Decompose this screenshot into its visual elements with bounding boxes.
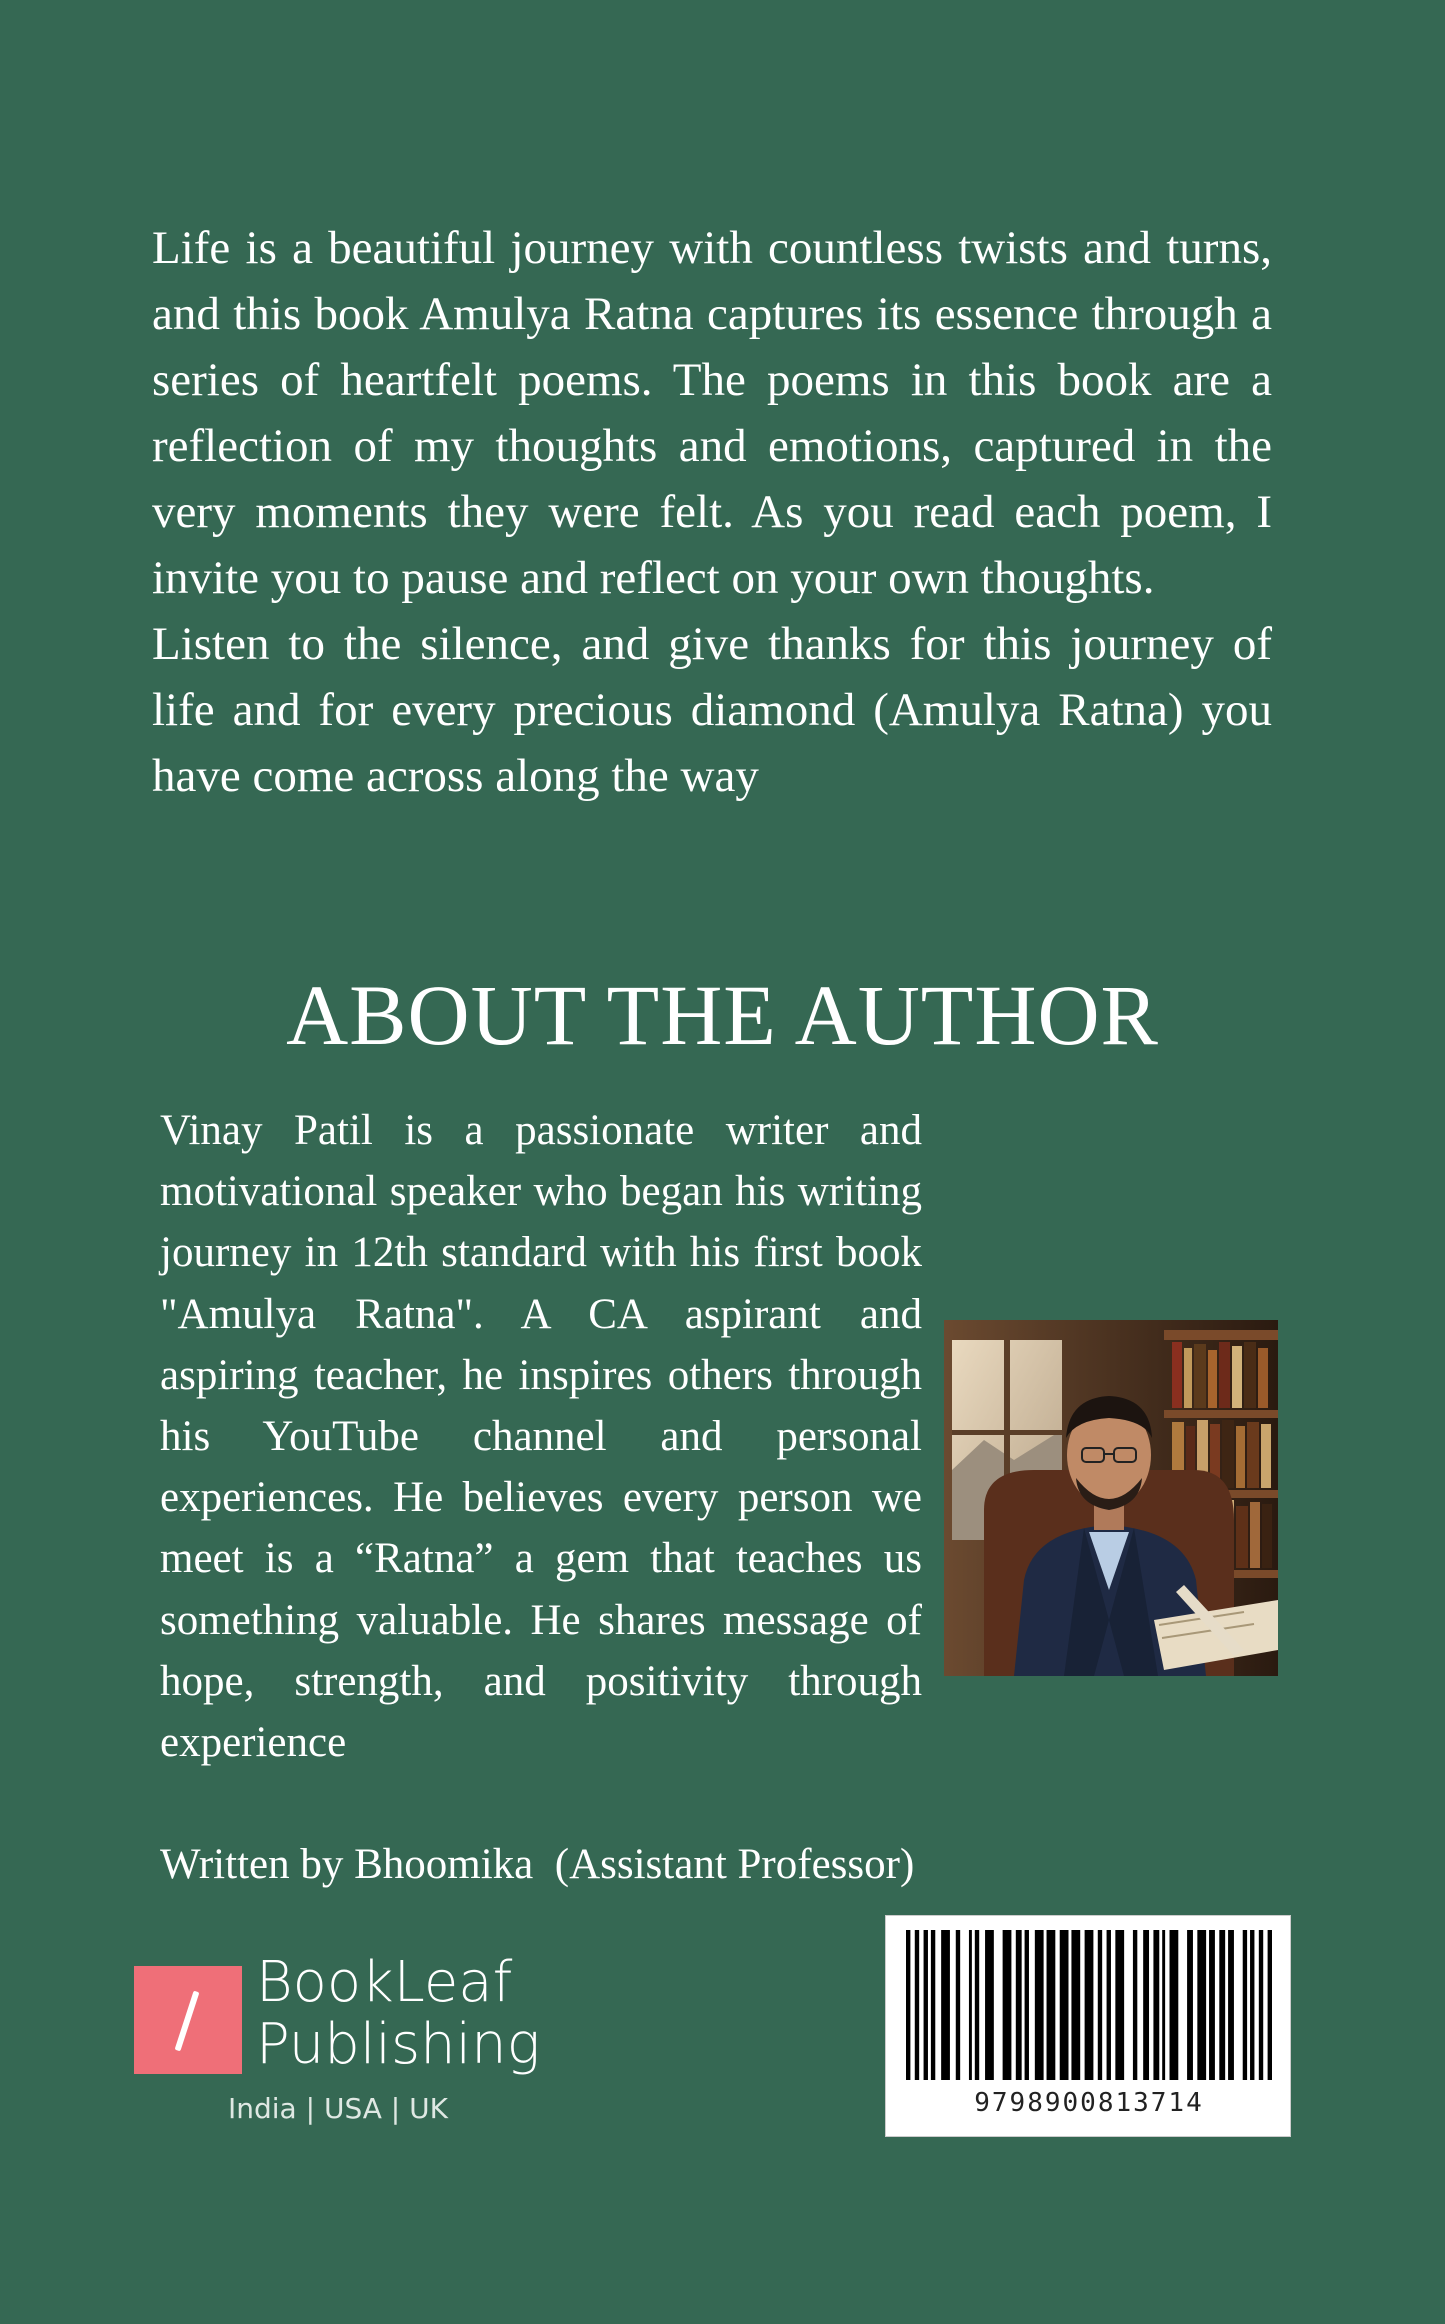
- barcode-bar: [1197, 1930, 1206, 2080]
- barcode-bar: [1016, 1930, 1022, 2080]
- author-bio: Vinay Patil is a passionate writer and motivational speaker who began his writing journey in 12th standard with his first book "Amulya Ratna". A CA aspirant and aspiring teacher, he inspires others through his YouTube channel and personal experiences. He believes every person we meet is a “Ratna” a gem that teaches us something valuable. He shares message of hope, strength, and positivity through experience: [160, 1107, 922, 1767]
- barcode-bar: [915, 1930, 919, 2080]
- barcode-bar: [1035, 1930, 1044, 2080]
- barcode-bar: [969, 1930, 972, 2080]
- barcode-bar: [1107, 1930, 1111, 2080]
- isbn-barcode: [885, 1915, 1291, 2137]
- publisher-logo: [134, 1950, 554, 2138]
- written-by-credit: Written by Bhoomika (Assistant Professor): [160, 1841, 915, 1888]
- barcode-bar: [1133, 1930, 1137, 2080]
- barcode-bar: [1219, 1930, 1225, 2080]
- publisher-mark-icon: [134, 1966, 242, 2074]
- back-cover-blurb: [152, 215, 1272, 809]
- barcode-bar: [1259, 1930, 1263, 2080]
- publisher-regions: India | USA | UK: [228, 2092, 448, 2125]
- barcode-bar: [1098, 1930, 1102, 2080]
- barcode-bar: [1268, 1930, 1272, 2080]
- barcode-bar: [1162, 1930, 1165, 2080]
- about-author-heading: ABOUT THE AUTHOR: [286, 967, 1159, 1063]
- publisher-name-line2: Publishing: [256, 2012, 541, 2077]
- barcode-bar: [1025, 1930, 1029, 2080]
- barcode-bar: [906, 1930, 910, 2080]
- barcode-bar: [1071, 1930, 1080, 2080]
- barcode-bar: [1115, 1930, 1124, 2080]
- publisher-name-line1: BookLeaf: [256, 1950, 513, 2015]
- barcode-bar: [1250, 1930, 1254, 2080]
- barcode-bar: [941, 1930, 950, 2080]
- blurb-paragraph-2: Listen to the silence, and give thanks for this journey of life and for every precious diamond (Amulya Ratna) you have come across along the way: [152, 618, 1272, 802]
- barcode-bar: [1153, 1930, 1159, 2080]
- barcode-bar: [924, 1930, 928, 2080]
- barcode-bar: [1047, 1930, 1056, 2080]
- barcode-bar: [1143, 1930, 1149, 2080]
- isbn-number: 9798900813714: [974, 2088, 1204, 2118]
- blurb-paragraph-1: Life is a beautiful journey with countless twists and turns, and this book Amulya Ratna captures its essence through a series of heartfelt poems. The poems in this book are a reflection of my thoughts and emotions, captured in the very moments they were felt. As you read each poem, I invite you to pause and reflect on your own thoughts.: [152, 222, 1272, 604]
- barcode-bars: [904, 1930, 1274, 2080]
- barcode-bar: [985, 1930, 994, 2080]
- barcode-bar: [1003, 1930, 1012, 2080]
- barcode-bar: [1243, 1930, 1247, 2080]
- publisher-name: [256, 1952, 540, 2076]
- barcode-bar: [1228, 1930, 1234, 2080]
- barcode-bar: [931, 1930, 935, 2080]
- barcode-bar: [956, 1930, 960, 2080]
- barcode-bar: [1085, 1930, 1094, 2080]
- barcode-bar: [1187, 1930, 1193, 2080]
- barcode-bar: [1170, 1930, 1179, 2080]
- barcode-bar: [975, 1930, 979, 2080]
- barcode-bar: [1060, 1930, 1069, 2080]
- barcode-bar: [1209, 1930, 1215, 2080]
- author-photo: [944, 1320, 1278, 1676]
